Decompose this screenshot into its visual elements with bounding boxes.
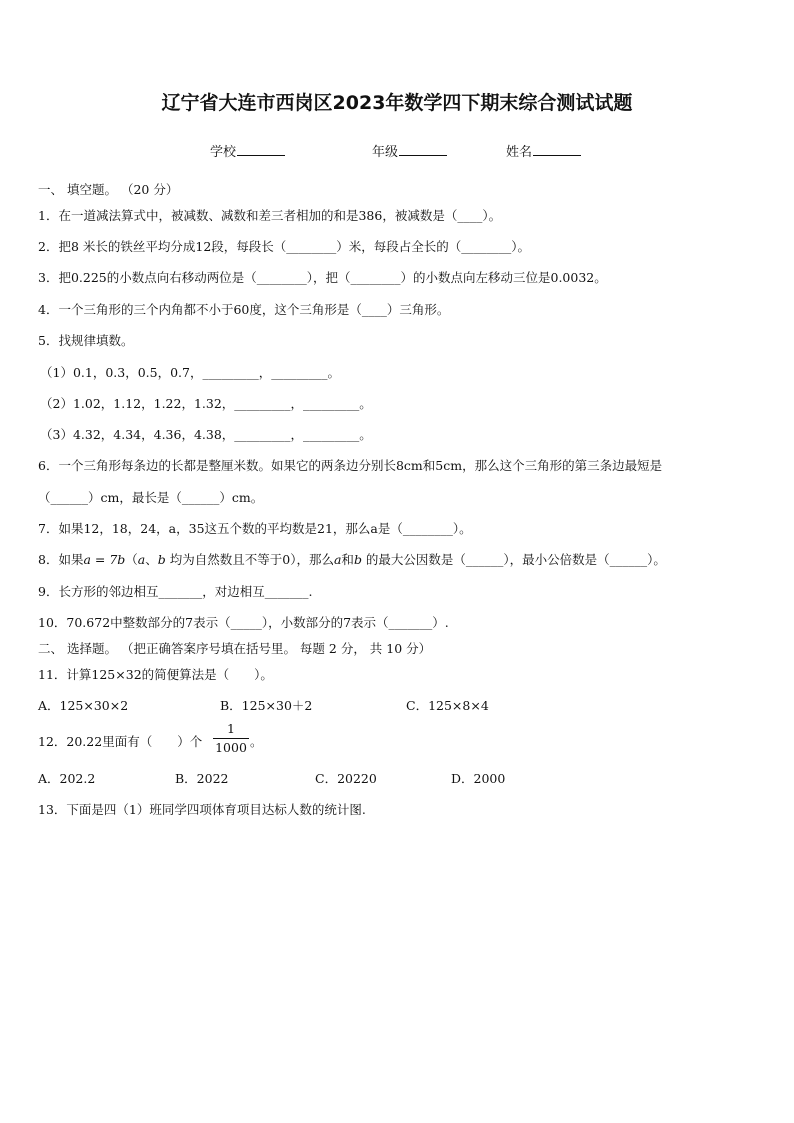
question-6-line2: （______）cm，最长是（______）cm。 bbox=[38, 490, 264, 505]
section1-heading: 一、 填空题。 （20 分） bbox=[38, 182, 179, 197]
name-blank[interactable] bbox=[533, 143, 581, 156]
q12-option-d: D．2000 bbox=[451, 771, 506, 786]
school-label: 学校 bbox=[210, 145, 237, 160]
q12-option-b: B．2022 bbox=[175, 771, 229, 786]
fraction-bar bbox=[213, 738, 249, 739]
school-blank[interactable] bbox=[237, 143, 285, 156]
grade-blank[interactable] bbox=[399, 143, 447, 156]
grade-label: 年级 bbox=[372, 145, 399, 160]
question-12: 12．20.22里面有（ ）个 bbox=[38, 734, 203, 749]
q11-option-c: C．125×8×4 bbox=[406, 698, 489, 713]
question-5-1: （1）0.1，0.3，0.5，0.7，_________，_________。 bbox=[40, 365, 340, 380]
question-4: 4．一个三角形的三个内角都不小于60度，这个三角形是（____）三角形。 bbox=[38, 302, 450, 317]
q12-numerator: 1 bbox=[227, 721, 235, 736]
q12-end: 。 bbox=[250, 734, 263, 749]
q8-end: 的最大公因数是（______），最小公倍数是（______）。 bbox=[361, 552, 666, 567]
section2-heading: 二、 选择题。 （把正确答案序号填在括号里。 每题 2 分， 共 10 分） bbox=[38, 641, 432, 656]
q12-denominator: 1000 bbox=[215, 740, 247, 755]
q8-mid2: 、 bbox=[145, 552, 158, 567]
question-7: 7．如果12，18，24，a，35这五个数的平均数是21，那么a是（________）。 bbox=[38, 521, 472, 536]
q11-option-a: A．125×30×2 bbox=[38, 698, 129, 713]
question-6-line1: 6．一个三角形每条边的长都是整厘米数。如果它的两条边分别长8cm和5cm，那么这个三角形的第三条边最短是 bbox=[38, 458, 663, 473]
question-5-3: （3）4.32，4.34，4.36，4.38，_________，_________。 bbox=[40, 427, 372, 442]
question-5: 5．找规律填数。 bbox=[38, 333, 134, 348]
q8-var-b: b bbox=[157, 552, 166, 567]
q8-equation: a = 7b bbox=[83, 552, 126, 567]
q8-mid3: 均为自然数且不等于0），那么 bbox=[165, 552, 334, 567]
grade-field bbox=[372, 141, 447, 160]
question-13: 13．下面是四（1）班同学四项体育项目达标人数的统计图. bbox=[38, 802, 366, 817]
q12-option-a: A．202.2 bbox=[38, 771, 96, 786]
q8-mid1: （ bbox=[125, 552, 138, 567]
question-10: 10．70.672中整数部分的7表示（_____），小数部分的7表示（_______）. bbox=[38, 615, 449, 630]
page-title: 辽宁省大连市西岗区2023年数学四下期末综合测试试题 bbox=[161, 92, 633, 114]
name-field bbox=[506, 141, 581, 160]
question-11: 11．计算125×32的简便算法是（ ）。 bbox=[38, 667, 273, 682]
q11-option-b: B．125×30＋2 bbox=[220, 698, 313, 713]
q8-mid4: 和 bbox=[341, 552, 354, 567]
q8-var-a2: a bbox=[333, 552, 342, 567]
q12-option-c: C．20220 bbox=[315, 771, 377, 786]
q12-fraction bbox=[213, 722, 249, 755]
school-field bbox=[210, 141, 285, 160]
q8-var-a: a bbox=[137, 552, 146, 567]
q8-start: 8．如果 bbox=[38, 552, 84, 567]
question-5-2: （2）1.02，1.12，1.22，1.32，_________，_________。 bbox=[40, 396, 372, 411]
question-3: 3．把0.225的小数点向右移动两位是（________），把（________）的小数点向左移动三位是0.0032。 bbox=[38, 270, 607, 285]
question-2: 2．把8 米长的铁丝平均分成12段，每段长（________）米，每段占全长的（________）。 bbox=[38, 239, 531, 254]
question-8 bbox=[38, 552, 666, 568]
name-label: 姓名 bbox=[506, 145, 533, 160]
question-9: 9．长方形的邻边相互_______，对边相互_______. bbox=[38, 584, 313, 599]
q8-var-b2: b bbox=[353, 552, 362, 567]
question-1: 1．在一道减法算式中，被减数、减数和差三者相加的和是386，被减数是（____）。 bbox=[38, 208, 502, 223]
